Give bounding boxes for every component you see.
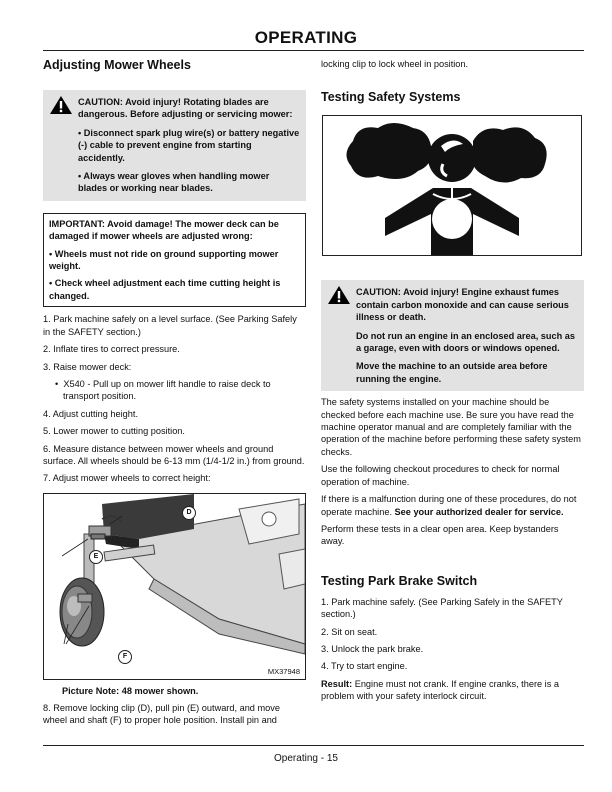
important-bullet: • Wheels must not ride on ground supporting mower weight. <box>49 248 279 272</box>
dealer-service-note: See your authorized dealer for service. <box>394 506 564 517</box>
warning-triangle-icon <box>49 95 73 115</box>
step-3: 3. Raise mower deck: <box>43 361 132 372</box>
warning-triangle-icon <box>327 285 351 305</box>
caution-text: CAUTION: Avoid injury! Engine exhaust fumes contain carbon monoxide and can cause serious illness or death. <box>356 287 569 323</box>
heading-testing-park-brake-switch: Testing Park Brake Switch <box>321 573 478 588</box>
step-1: 1. Park machine safely on a level surface. (See Parking Safely in the SAFETY section.) <box>43 314 297 337</box>
caution-box-exhaust <box>321 280 584 391</box>
callout-e: E <box>89 550 103 564</box>
step-2: 2. Inflate tires to correct pressure. <box>43 344 180 355</box>
continued-text: locking clip to lock wheel in position. <box>321 59 469 69</box>
figure-note: Picture Note: 48 mower shown. <box>62 685 199 696</box>
exhaust-fumes-hazard-icon <box>323 116 581 255</box>
safety-paragraph-3 <box>321 493 584 518</box>
safety-paragraph-4: Perform these tests in a clear open area. Keep bystanders away. <box>321 523 559 547</box>
header-rule <box>43 50 584 51</box>
caution-text: Do not run an engine in an enclosed area, such as a garage, even with doors or windows opened. <box>356 330 576 354</box>
safety-paragraph-2: Use the following checkout procedures to check for normal operation of machine. <box>321 464 560 487</box>
important-bullet: • Check wheel adjustment each time cutting height is changed. <box>49 278 281 301</box>
caution-text: Move the machine to an outside area before running the engine. <box>356 361 548 384</box>
result-text: Engine must not crank. If engine cranks, there is a problem with your safety interlock circuit. <box>321 678 559 702</box>
step-5: 5. Lower mower to cutting position. <box>43 426 185 437</box>
left-column <box>43 58 306 732</box>
caution-text: CAUTION: Avoid injury! Rotating blades are dangerous. Before adjusting or servicing mower: <box>78 97 293 120</box>
callout-f: F <box>118 650 132 664</box>
figure-id: MX37948 <box>267 666 300 676</box>
page-footer: Operating - 15 <box>274 753 338 764</box>
page-title: OPERATING <box>254 28 358 47</box>
step-8: 8. Remove locking clip (D), pull pin (E) outward, and move wheel and shaft (F) to proper hole position. Install pin and <box>43 702 280 726</box>
important-box <box>43 213 306 307</box>
step-7: 7. Adjust mower wheels to correct height: <box>43 473 211 484</box>
heading-testing-safety-systems: Testing Safety Systems <box>321 90 461 105</box>
result-label: Result: <box>321 678 353 689</box>
right-column <box>321 58 584 708</box>
caution-bullet: • Always wear gloves when handling mower blades or working near blades. <box>78 171 270 194</box>
footer-rule <box>43 745 584 746</box>
heading-adjusting-mower-wheels: Adjusting Mower Wheels <box>43 58 191 72</box>
mower-wheel-figure <box>43 493 306 680</box>
brake-step-2: 2. Sit on seat. <box>321 626 378 637</box>
safety-paragraph-3-text: If there is a malfunction during one of these procedures, do not operate machine. <box>321 494 577 517</box>
caution-box-blades <box>43 90 306 201</box>
mower-wheel-illustration <box>44 494 305 679</box>
callout-d: D <box>182 506 196 520</box>
step-6: 6. Measure distance between mower wheels and ground surface. All wheels should be 6-13 mm (1/4-1/2 in.) from ground. <box>43 443 305 466</box>
brake-step-3: 3. Unlock the park brake. <box>321 643 424 654</box>
safety-paragraph-1: The safety systems installed on your machine should be checked before each machine use. Be sure you have read the machine operator manual and are completely familiar with the operation of the machine before performing these safety system checks. <box>321 397 581 457</box>
brake-step-4: 4. Try to start engine. <box>321 661 408 672</box>
important-text: IMPORTANT: Avoid damage! The mower deck can be damaged if mower wheels are adjusted wrong: <box>49 218 279 242</box>
step-3-bullet: • X540 - Pull up on mower lift handle to raise deck to transport position. <box>43 378 306 403</box>
exhaust-hazard-figure <box>322 115 582 256</box>
caution-bullet: • Disconnect spark plug wire(s) or battery negative (-) cable to prevent engine from starting accidently. <box>78 127 300 163</box>
brake-step-1: 1. Park machine safely. (See Parking Safely in the SAFETY section.) <box>321 596 563 620</box>
brake-result <box>321 678 584 703</box>
step-4: 4. Adjust cutting height. <box>43 408 139 419</box>
